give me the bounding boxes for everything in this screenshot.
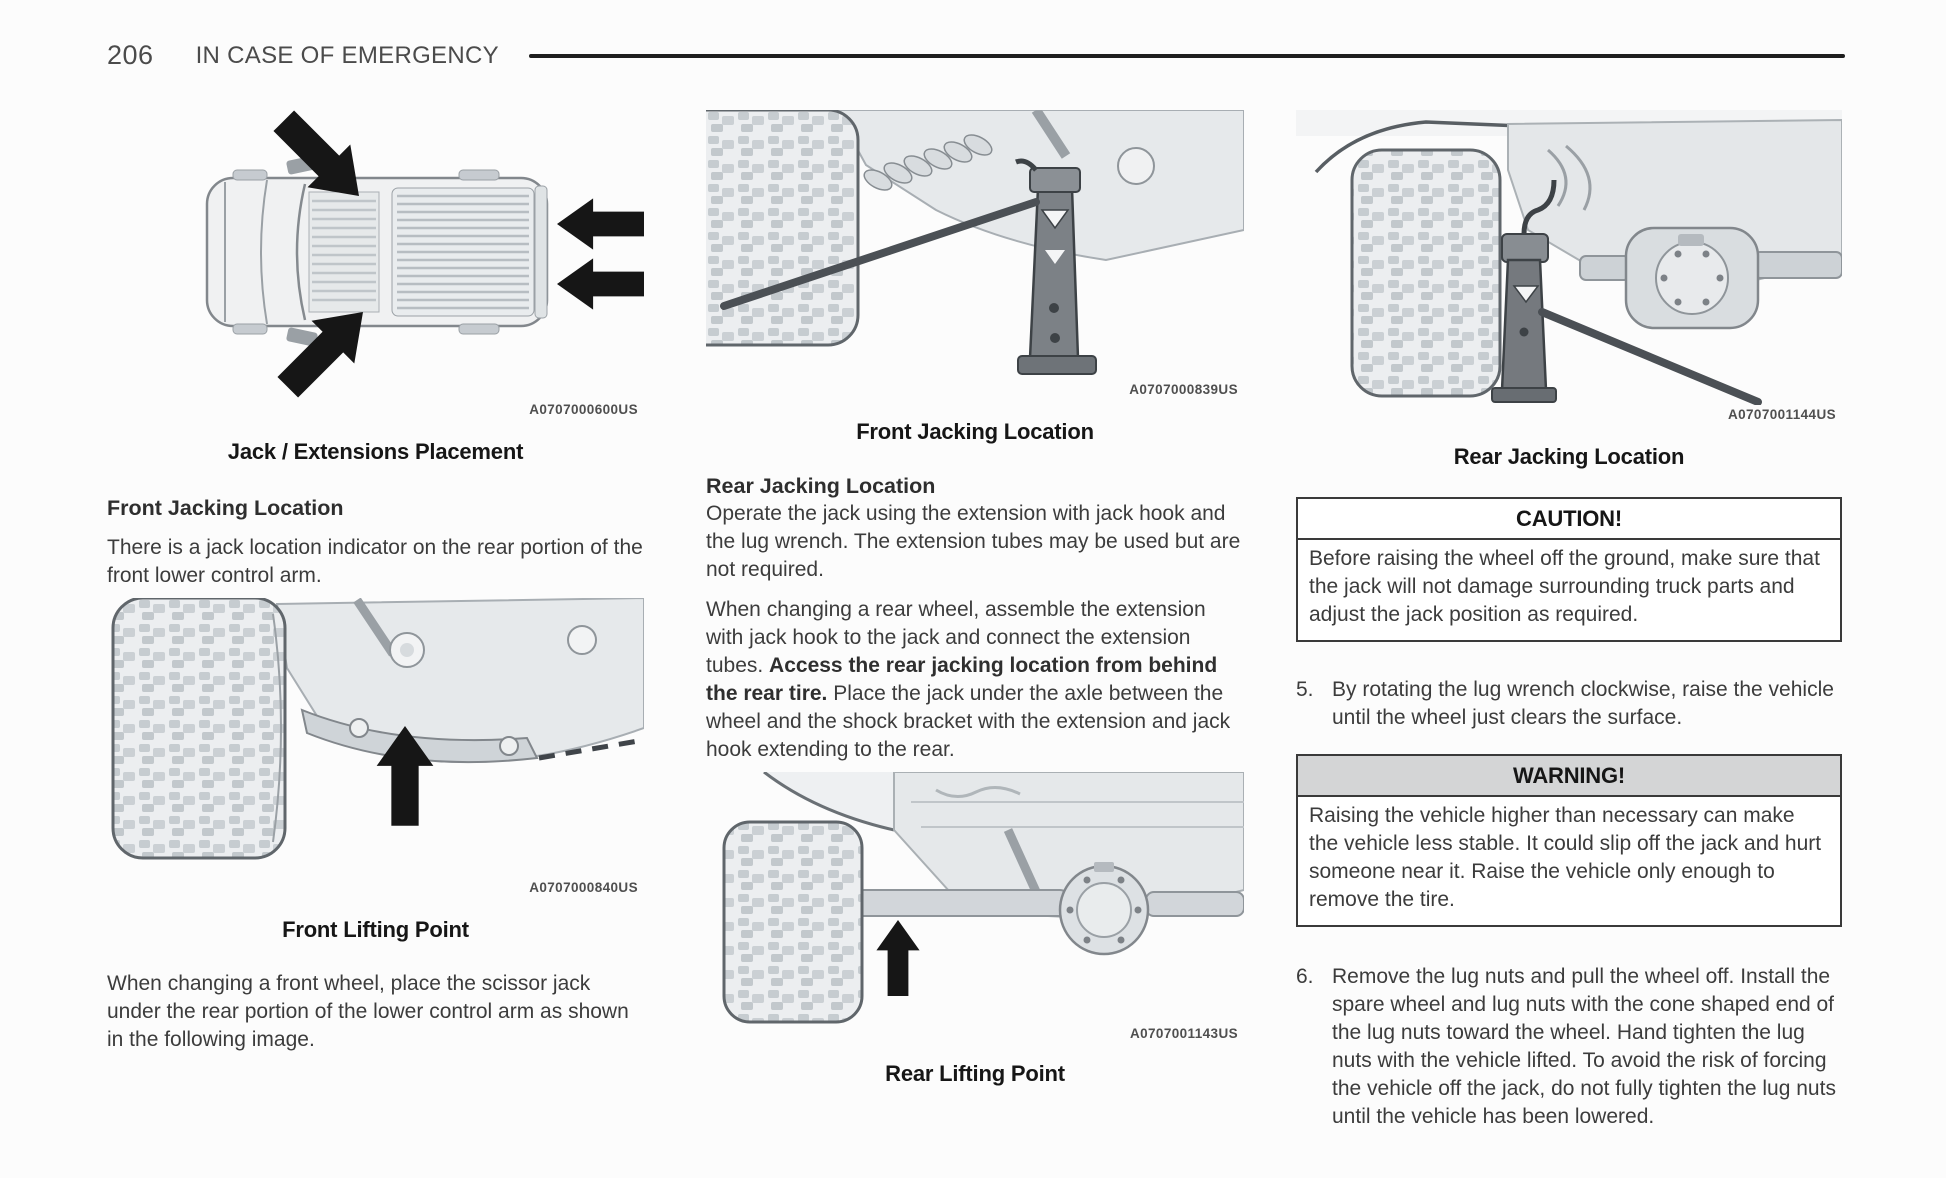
figure-id: A0707000600US [529,402,638,417]
figure-rear-jacking-location [1296,110,1842,471]
figure-caption: Front Jacking Location [856,419,1094,444]
column-right [1296,110,1842,1131]
figure-caption: Jack / Extensions Placement [227,439,524,464]
chapter-title: IN CASE OF EMERGENCY [195,41,499,69]
jack-point-arrow [557,258,644,309]
figure-caption: Rear Jacking Location [1453,444,1685,469]
figure-front-lifting-point [107,598,644,944]
caution-box [1296,497,1842,642]
column-left [107,100,644,1054]
rear-axle-illustration [706,772,1244,1024]
warning-box [1296,754,1842,927]
paragraph-text: Place the jack under the axle between the wheel and the shock bracket with the extension and jack hook extending to the rear. [706,682,1231,761]
lifting-point-arrow [876,920,919,996]
front-jack-illustration [706,110,1244,380]
paragraph [706,596,1244,764]
page-number: 206 [107,40,154,70]
step-text: Remove the lug nuts and pull the wheel off. Install the spare wheel and lug nuts with the cone shaped end of the lug nuts toward the wheel. Hand tighten the lug nuts with the vehicle lifted. To avoid the risk of forcing the vehicle off the jack, do not fully tighten the lug nuts until the vehicle has been lowered. [1332,965,1836,1128]
section-heading-front-jacking: Front Jacking Location [107,496,344,520]
figure-front-jacking-location [706,110,1244,446]
paragraph: Operate the jack using the extension with jack hook and the lug wrench. The extension tubes may be used but are not required. [706,502,1241,581]
step-number: 6. [1296,965,1314,988]
column-middle [706,110,1244,1088]
paragraph: There is a jack location indicator on the rear portion of the front lower control arm. [107,536,643,587]
figure-rear-lifting-point [706,772,1244,1088]
jack-point-arrow [557,198,644,249]
list-item-step-6 [1296,963,1842,1131]
truck-top-view-illustration [107,100,644,400]
front-suspension-illustration [107,598,644,878]
step-text: By rotating the lug wrench clockwise, raise the vehicle until the wheel just clears the surface. [1332,678,1834,729]
figure-id: A0707000840US [529,880,638,895]
warning-title: WARNING! [1298,756,1840,797]
paragraph-bold-text: Access the rear jacking location from behind the rear tire. [706,654,1218,705]
figure-id: A0707001144US [1727,407,1836,422]
figure-jack-extensions-placement [107,100,644,466]
figure-caption: Rear Lifting Point [885,1061,1065,1086]
list-item-step-5 [1296,676,1842,732]
figure-caption: Front Lifting Point [282,917,469,942]
step-number: 5. [1296,678,1314,701]
figure-id: A0707000839US [1129,382,1238,397]
page-header [107,40,1845,71]
warning-body: Raising the vehicle higher than necessary can make the vehicle less stable. It could slip off the jack and hurt someone near it. Raise the vehicle only enough to remove the tire. [1309,804,1822,911]
header-rule [529,54,1845,58]
caution-title: CAUTION! [1298,499,1840,540]
paragraph: When changing a front wheel, place the scissor jack under the rear portion of the lower control arm as shown in the following image. [107,972,629,1051]
caution-body: Before raising the wheel off the ground, make sure that the jack will not damage surrounding truck parts and adjust the jack position as required. [1309,547,1820,626]
rear-jack-illustration [1296,110,1842,405]
paragraph-text: When changing a rear wheel, assemble the extension with jack hook to the jack and connect the extension tubes. [706,598,1206,677]
figure-id: A0707001143US [1129,1026,1238,1041]
section-heading-rear-jacking: Rear Jacking Location [706,474,936,498]
